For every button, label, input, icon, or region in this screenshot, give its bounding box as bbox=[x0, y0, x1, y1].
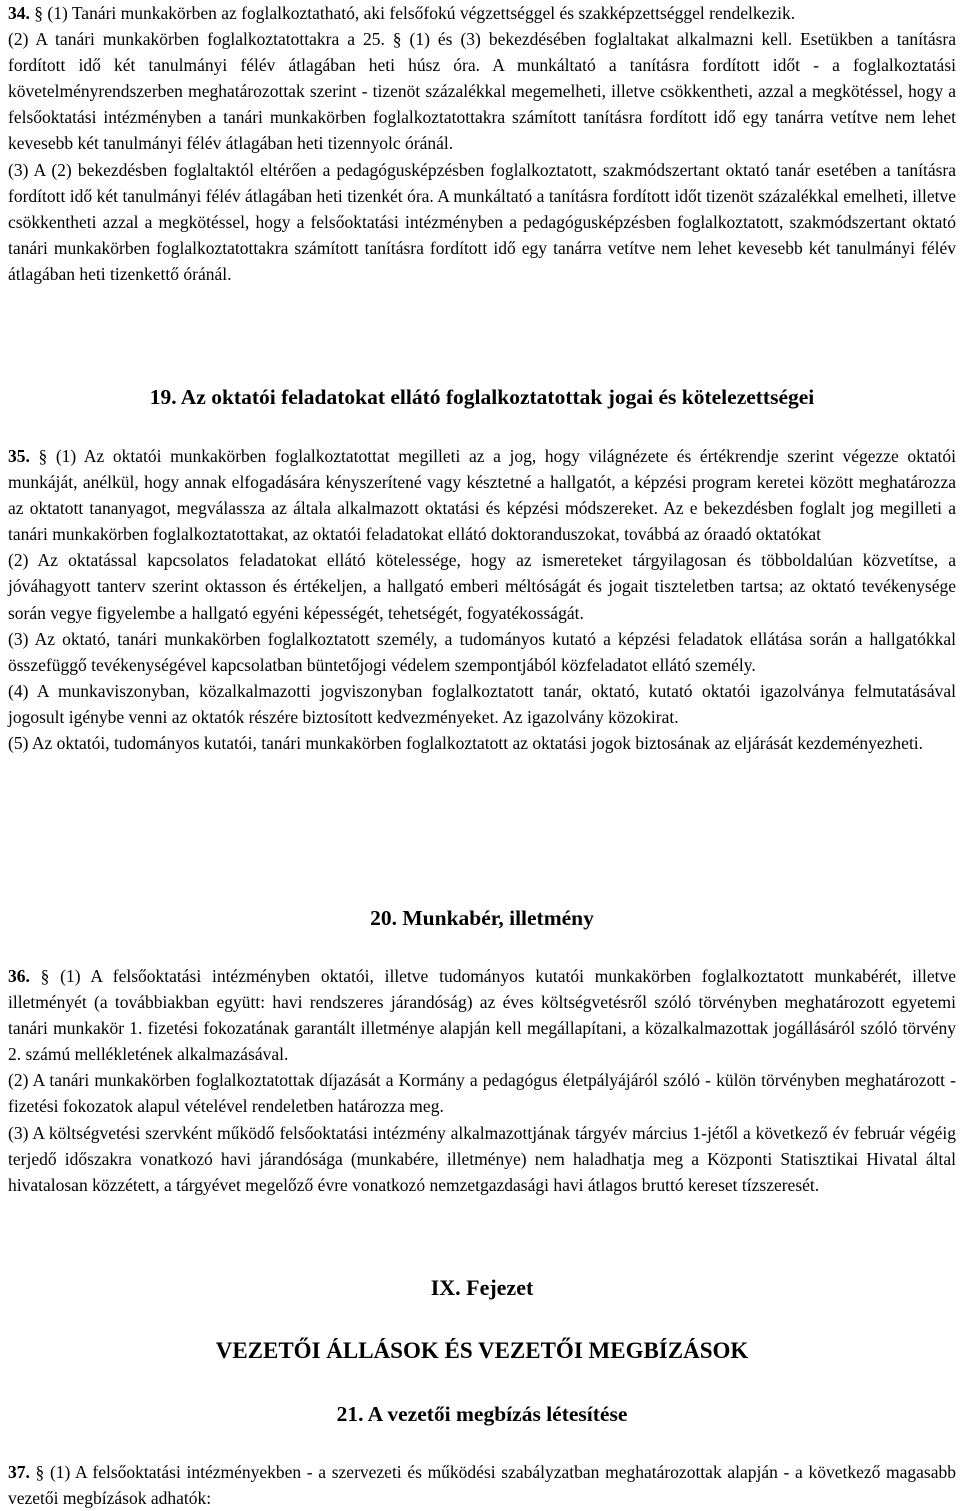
paragraph-text: (3) A (2) bekezdésben foglaltaktól eltérően a pedagógusképzésben foglalkoztatott, szakmódszertant oktató tanár esetében a tanításra fordított idő két tanulmányi félév átlagában heti tizenkét óra. A munkáltató a tanításra fordított időt tizenöt százalékkal emelheti, illetve csökkentheti azzal a megkötéssel, hogy a felsőoktatási intézményben a pedagógusképzésben foglalkoztatott, szakmódszertant oktató tanári munkakörben foglalkoztatottakra számított tanításra fordított idő egy tanárra vetítve nem lehet kevesebb két tanulmányi félév átlagában heti tizenkettő óránál. bbox=[8, 159, 956, 284]
paragraph-text: (4) A munkaviszonyban, közalkalmazotti jogviszonyban foglalkoztatott tanár, oktató, kutató oktatói igazolványa felmutatásával jogosult igénybe venni az oktatók részére biztosított kedvezményeket. Az igazolvány közokirat. bbox=[8, 680, 956, 727]
paragraph-35-1 bbox=[8, 443, 956, 547]
paragraph-36-2 bbox=[8, 1067, 956, 1119]
paragraph-35-2 bbox=[8, 547, 956, 625]
paragraph-37-1 bbox=[8, 1459, 956, 1511]
paragraph-34-3 bbox=[8, 157, 956, 287]
paragraph-36-1 bbox=[8, 963, 956, 1067]
section-number: 37. bbox=[8, 1462, 30, 1482]
paragraph-35-4 bbox=[8, 678, 956, 730]
paragraph-35-3 bbox=[8, 626, 956, 678]
paragraph-text: (3) Az oktató, tanári munkakörben foglalkoztatott személy, a tudományos kutató a képzési feladatok ellátása során a hallgatókkal összefüggő tevékenységével kapcsolatban büntetőjogi védelem szempontjából közfeladatot ellátó személy. bbox=[8, 628, 956, 675]
section-number: 35. bbox=[8, 446, 30, 466]
section-36 bbox=[8, 963, 956, 1198]
section-37 bbox=[8, 1459, 956, 1511]
paragraph-text: § (1) Az oktatói munkakörben foglalkoztatottat megilleti az a jog, hogy világnézete és értékrendje szerint végezze oktatói munkáját, anélkül, hogy annak elfogadására kényszerítené vagy késztetné a hallgatót, a képzési program keretei között meghatározza az oktatott tananyagot, megválassza az általa alkalmazott oktatási és képzési módszereket. Az e bekezdésben foglalt jog megilleti a tanári munkakörben foglalkoztatottakat, az oktatói feladatokat ellátó doktoranduszokat, továbbá az óraadó oktatókat bbox=[8, 446, 956, 545]
section-heading-19: 19. Az oktatói feladatokat ellátó foglalkoztatottak jogai és kötelezettségei bbox=[149, 385, 815, 409]
paragraph-text: (2) A tanári munkakörben foglalkoztatottak díjazását a Kormány a pedagógus életpályájáról szóló - külön törvényben meghatározott - fizetési fokozatok alapul vételével rendeletben határozza meg. bbox=[8, 1070, 956, 1117]
paragraph-35-5 bbox=[8, 730, 956, 756]
section-number: 36. bbox=[8, 966, 30, 986]
paragraph-34-1 bbox=[8, 0, 956, 26]
paragraph-34-2 bbox=[8, 26, 956, 156]
paragraph-text: § (1) Tanári munkakörben az foglalkoztatható, aki felsőfokú végzettséggel és szakképzettséggel rendelkezik. bbox=[29, 3, 796, 23]
section-35 bbox=[8, 443, 956, 756]
chapter-number: IX. Fejezet bbox=[430, 1275, 534, 1300]
paragraph-text: (3) A költségvetési szervként működő felsőoktatási intézmény alkalmazottjának tárgyév március 1-jétől a következő év február végéig terjedő időszakra vonatkozó havi járandósága (munkabére, illetménye) nem haladhatja meg a Központi Statisztikai Hivatal által hivatalosan közzétett, a tárgyévet megelőző évre vonatkozó nemzetgazdasági havi átlagos bruttó kereset tízszeresét. bbox=[8, 1122, 956, 1195]
paragraph-36-3 bbox=[8, 1120, 956, 1198]
section-34 bbox=[8, 0, 956, 287]
paragraph-text: (2) A tanári munkakörben foglalkoztatottakra a 25. § (1) és (3) bekezdésében foglaltakat alkalmazni kell. Esetükben a tanításra fordított idő két tanulmányi félév átlagában heti húsz óra. A munkáltató a tanításra fordított időt - a foglalkoztatási követelményrendszerben meghatározottak szerint - tizenöt százalékkal megemelheti, illetve csökkentheti, azzal a megkötéssel, hogy a felsőoktatási intézményben a tanári munkakörben foglalkoztatottakra számított tanításra fordított idő egy tanárra vetítve nem lehet kevesebb két tanulmányi félév átlagában heti tizennyolc óránál. bbox=[8, 29, 956, 154]
section-heading-20: 20. Munkabér, illetmény bbox=[370, 906, 594, 930]
paragraph-text: (2) Az oktatással kapcsolatos feladatokat ellátó kötelessége, hogy az ismereteket tárgyilagosan és többoldalúan közvetítse, a jóváhagyott tanterv szerint oktasson és értékeljen, a hallgató emberi méltóságát és jogait tiszteletben tartsa; az oktató tevékenysége során vegye figyelembe a hallgató egyéni képességét, tehetségét, fogyatékosságát. bbox=[8, 550, 956, 623]
section-heading-21: 21. A vezetői megbízás létesítése bbox=[336, 1402, 628, 1426]
section-number: 34. bbox=[8, 3, 30, 23]
chapter-title: VEZETŐI ÁLLÁSOK ÉS VEZETŐI MEGBÍZÁSOK bbox=[215, 1338, 749, 1363]
paragraph-text: (5) Az oktatói, tudományos kutatói, tanári munkakörben foglalkoztatott az oktatási jogok biztosának az eljárását kezdeményezheti. bbox=[8, 733, 924, 754]
paragraph-text: § (1) A felsőoktatási intézményben oktatói, illetve tudományos kutatói munkakörben foglalkoztatott munkabérét, illetve illetményét (a továbbiakban együtt: havi rendszeres járandóság) az éves költségvetésről szóló törvényben meghatározott egyetemi tanári munkakör 1. fizetési fokozatának garantált illetménye alapján kell megállapítani, a közalkalmazottak jogállásáról szóló törvény 2. számú mellékletének alkalmazásával. bbox=[8, 966, 956, 1065]
paragraph-text: § (1) A felsőoktatási intézményekben - a szervezeti és működési szabályzatban meghatározottak alapján - a következő magasabb vezetői megbízások adhatók: bbox=[8, 1462, 956, 1509]
